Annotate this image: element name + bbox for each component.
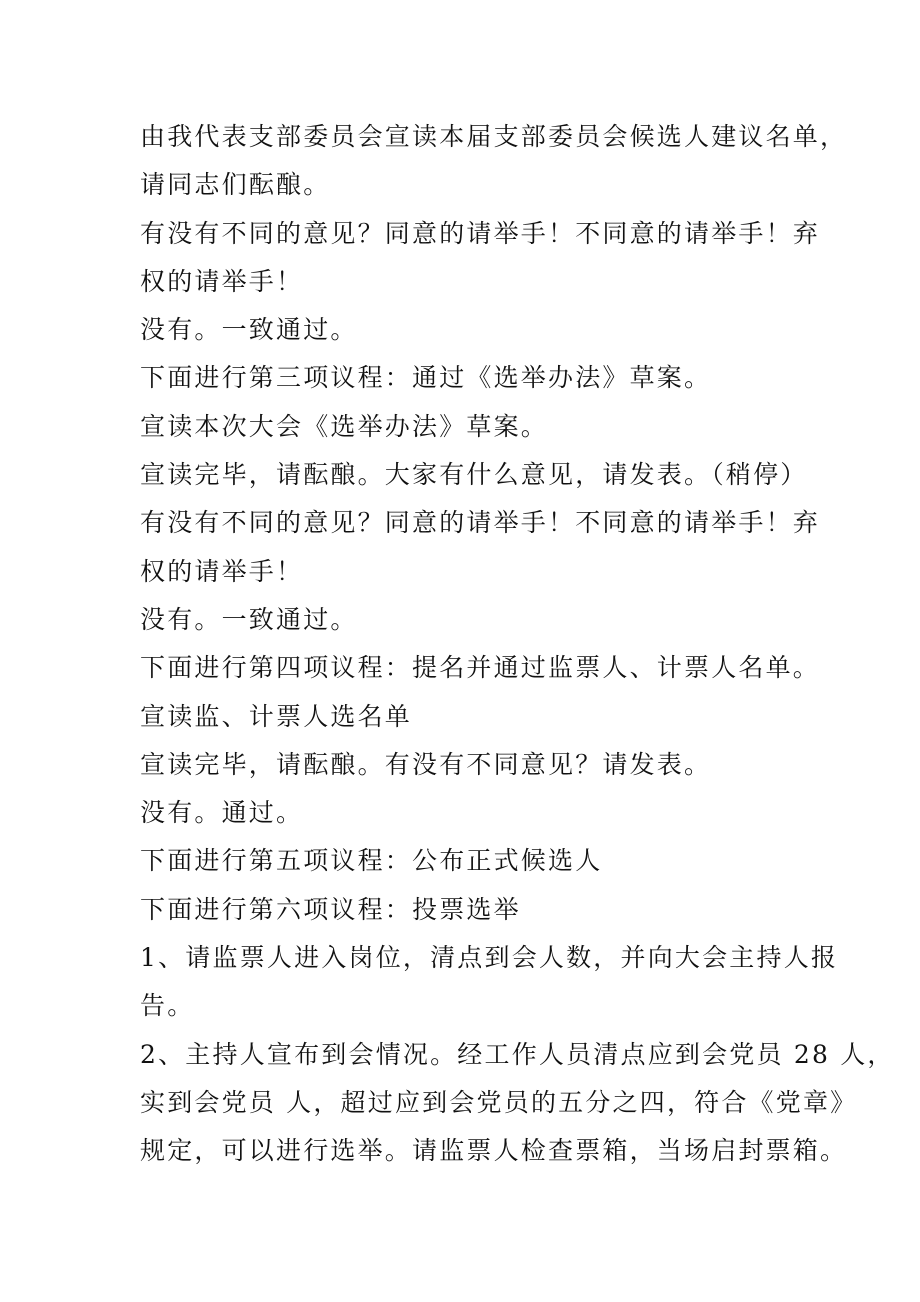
text-line: 有没有不同的意见？同意的请举手！不同意的请举手！弃 — [140, 508, 821, 538]
text-line: 宣读完毕，请酝酿。大家有什么意见，请发表。（稍停） — [140, 460, 808, 490]
paragraph — [140, 306, 800, 354]
paragraph — [140, 693, 800, 741]
document-body — [140, 113, 895, 1176]
text-line: 宣读本次大会《选举办法》草案。 — [140, 411, 549, 441]
text-line: 2、主持人宣布到会情况。经工作人员清点应到会党员 28 人， — [140, 1039, 895, 1069]
paragraph — [140, 644, 821, 692]
paragraph — [140, 403, 800, 451]
text-line: 没有。一致通过。 — [140, 604, 358, 634]
text-line: 告。 — [140, 991, 195, 1021]
text-line: 权的请举手！ — [140, 266, 304, 296]
paragraph — [140, 886, 800, 934]
text-line: 下面进行第五项议程：公布正式候选人 — [140, 846, 603, 876]
paragraph — [140, 499, 821, 596]
text-line: 实到会党员 人，超过应到会党员的五分之四，符合《党章》 — [140, 1087, 858, 1117]
paragraph — [140, 596, 800, 644]
text-line: 1、请监票人进入岗位，清点到会人数，并向大会主持人报 — [140, 943, 839, 973]
text-line: 下面进行第四项议程：提名并通过监票人、计票人名单。 — [140, 653, 821, 683]
paragraph — [140, 210, 821, 307]
paragraph — [140, 837, 800, 885]
paragraph — [140, 113, 848, 210]
paragraph — [140, 1031, 895, 1176]
text-line: 有没有不同的意见？同意的请举手！不同意的请举手！弃 — [140, 218, 821, 248]
paragraph — [140, 789, 800, 837]
text-line: 宣读监、计票人选名单 — [140, 701, 413, 731]
text-line: 没有。通过。 — [140, 798, 304, 828]
text-line: 请同志们酝酿。 — [140, 170, 331, 200]
paragraph — [140, 934, 839, 1031]
paragraph — [140, 451, 808, 499]
paragraph — [140, 741, 800, 789]
text-line: 权的请举手！ — [140, 556, 304, 586]
text-line: 下面进行第三项议程：通过《选举办法》草案。 — [140, 363, 712, 393]
text-line: 没有。一致通过。 — [140, 315, 358, 345]
paragraph — [140, 354, 800, 402]
text-line: 规定，可以进行选举。请监票人检查票箱，当场启封票箱。 — [140, 1136, 848, 1166]
text-line: 由我代表支部委员会宣读本届支部委员会候选人建议名单， — [140, 122, 848, 151]
text-line: 宣读完毕，请酝酿。有没有不同意见？请发表。 — [140, 749, 712, 779]
text-line: 下面进行第六项议程：投票选举 — [140, 894, 521, 924]
